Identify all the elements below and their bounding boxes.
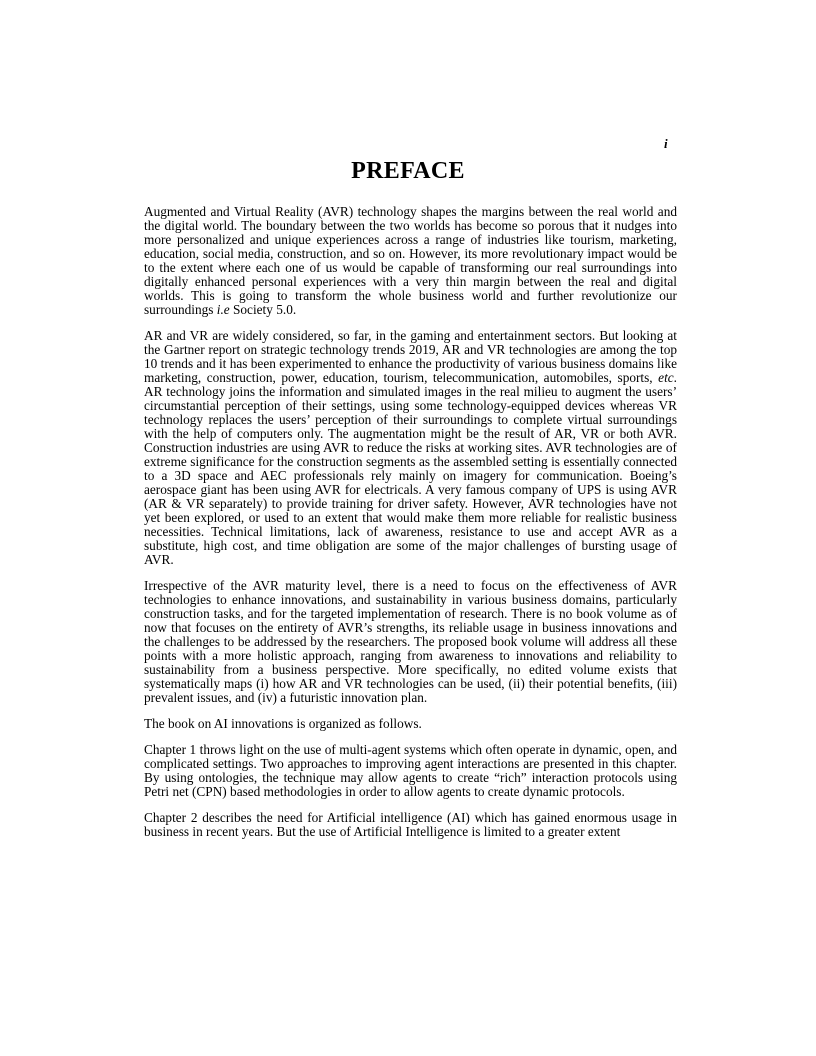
paragraph-ar-vr <box>144 329 677 567</box>
page-title: PREFACE <box>351 158 465 184</box>
text: . AR technology joins the information and simulated images in the real milieu to augment the users’ circumstantial perception of their settings, using some technology-equipped devices whereas VR technology replaces the users’ perception of their surroundings to complete virtual surroundings with the help of computers only. The augmentation might be the result of AR, VR or both AVR. Construction industries are using AVR to reduce the risks at working sites. AVR technologies are of extreme significance for the construction segments as the assembled setting is essentially connected to a 3D space and AEC professionals rely mainly on imagery for communication. Boeing’s aerospace giant has been using AVR for electricals. A very famous company of UPS is using AVR (AR & VR separately) to provide training for driver safety. However, AVR technologies have not yet been explored, or used to an extent that would make them more reliable for realistic business necessities. Technical limitations, lack of awareness, resistance to use and accept AVR as a substitute, high cost, and time obligation are some of the major challenges of bursting usage of AVR. <box>144 370 677 567</box>
paragraph-intro <box>144 205 677 317</box>
preface-body <box>144 205 677 851</box>
paragraph-chapter-2: Chapter 2 describes the need for Artificial intelligence (AI) which has gained enormous usage in business in recent years. But the use of Artificial Intelligence is limited to a greater extent <box>144 810 677 839</box>
paragraph-maturity: Irrespective of the AVR maturity level, there is a need to focus on the effectiveness of AVR technologies to enhance innovations, and sustainability in various business domains, particularly construction tasks, and for the targeted implementation of research. There is no book volume as of now that focuses on the entirety of AVR’s strengths, its reliable usage in business innovations and the challenges to be addressed by the researchers. The proposed book volume will address all these points with a more holistic approach, ranging from awareness to innovations and reliability to sustainability from a business perspective. More specifically, no edited volume exists that systematically maps (i) how AR and VR technologies can be used, (ii) their potential benefits, (iii) prevalent issues, and (iv) a futuristic innovation plan. <box>144 578 677 705</box>
italic-text: etc <box>658 370 674 385</box>
paragraph-chapter-1: Chapter 1 throws light on the use of multi-agent systems which often operate in dynamic, open, and complicated settings. Two approaches to improving agent interactions are presented in this chapter. By using ontologies, the technique may allow agents to create “rich” interaction protocols using Petri net (CPN) based methodologies in order to allow agents to create dynamic protocols. <box>144 742 677 799</box>
text: Augmented and Virtual Reality (AVR) technology shapes the margins between the real world and the digital world. The boundary between the two worlds has become so porous that it nudges into more personalized and unique experiences across a range of industries like tourism, marketing, education, social media, construction, and so on. However, its more revolutionary impact would be to the extent where each one of us would be capable of transforming our real surroundings into digitally enhanced personal experiences with a very thin margin between the real and digital worlds. This is going to transform the whole business world and further revolutionize our surroundings <box>144 204 677 317</box>
page-number: i <box>664 136 668 151</box>
text: AR and VR are widely considered, so far, in the gaming and entertainment sectors. But looking at the Gartner report on strategic technology trends 2019, AR and VR technologies are among the top 10 trends and it has been experimented to enhance the productivity of various business domains like marketing, construction, power, education, tourism, telecommunication, automobiles, sports, <box>144 328 677 385</box>
italic-text: i.e <box>216 302 230 317</box>
paragraph-organization: The book on AI innovations is organized as follows. <box>144 716 422 731</box>
text: Society 5.0. <box>229 302 297 317</box>
